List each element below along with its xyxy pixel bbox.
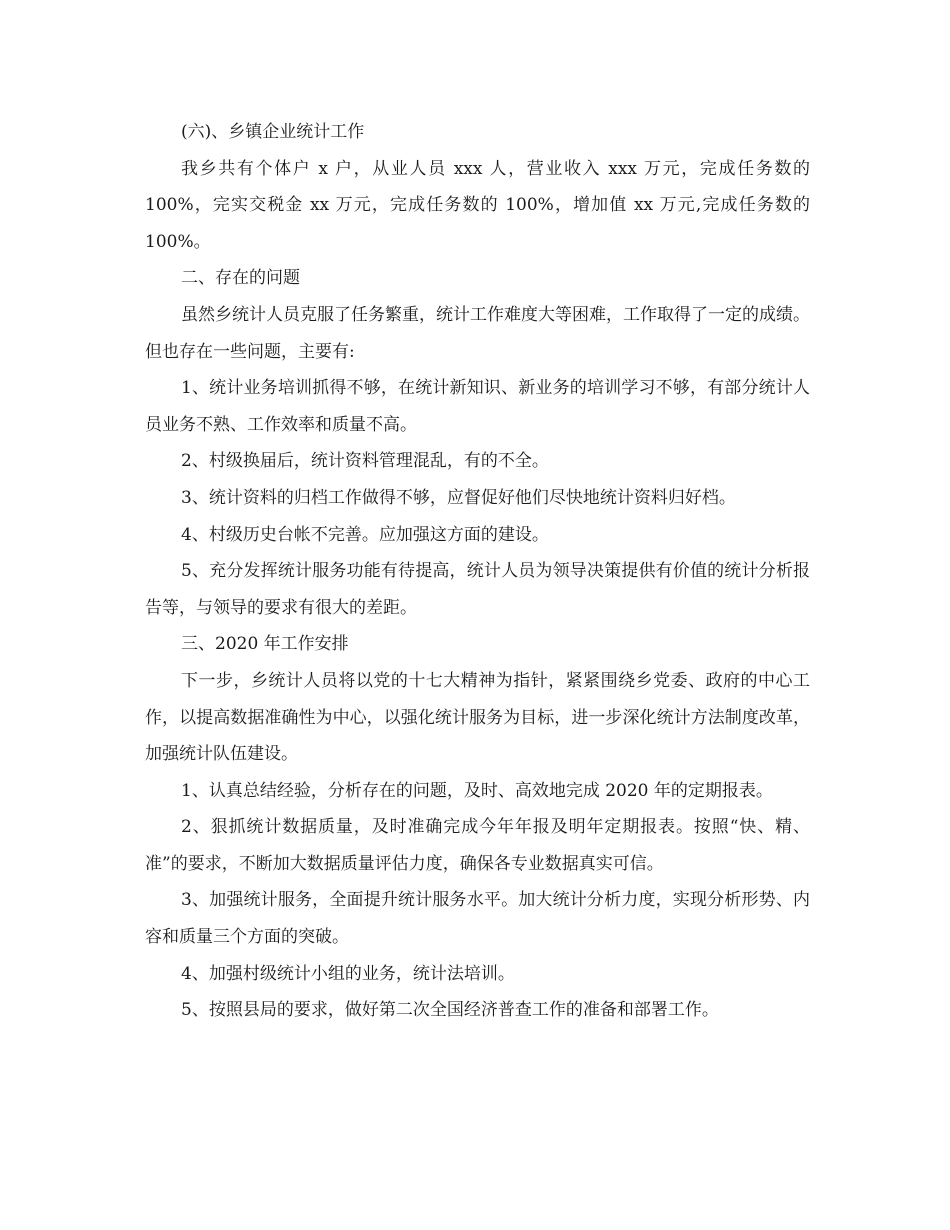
section-heading-problems: 二、存在的问题 (181, 268, 300, 289)
paragraph-work-plan-intro: 下一步，乡统计人员将以党的十七大精神为指针，紧紧围绕乡党委、政府的中心工作，以提高数据准确性为中心，以强化统计服务为目标，进一步深化统计方法制度改革，加强统计队伍建设。 (145, 670, 810, 765)
section-heading-work-plan: 三、2020 年工作安排 (181, 634, 349, 655)
paragraph-problems-intro: 虽然乡统计人员克服了任务繁重，统计工作难度大等困难，工作取得了一定的成绩。但也存在一些问题，主要有: (145, 304, 810, 362)
list-item-problem-4: 4、村级历史台帐不完善。应加强这方面的建设。 (181, 524, 549, 545)
list-item-problem-5: 5、充分发挥统计服务功能有待提高，统计人员为领导决策提供有价值的统计分析报告等，与领导的要求有很大的差距。 (145, 561, 810, 618)
list-item-plan-2: 2、狠抓统计数据质量，及时准确完成今年年报及明年定期报表。按照“快、精、准”的要求，不断加大数据质量评估力度，确保各专业数据真实可信。 (145, 817, 810, 874)
list-item-problem-1: 1、统计业务培训抓得不够，在统计新知识、新业务的培训学习不够，有部分统计人员业务不熟、工作效率和质量不高。 (145, 378, 810, 435)
list-item-plan-5: 5、按照县局的要求，做好第二次全国经济普查工作的准备和部署工作。 (181, 1000, 719, 1021)
list-item-plan-3: 3、加强统计服务，全面提升统计服务水平。加大统计分析力度，实现分析形势、内容和质量三个方面的突破。 (145, 890, 810, 948)
section-heading-township-enterprises: (六)、乡镇企业统计工作 (181, 122, 365, 142)
list-item-problem-2: 2、村级换届后，统计资料管理混乱，有的不全。 (181, 451, 549, 472)
paragraph-enterprise-stats: 我乡共有个体户 x 户，从业人员 xxx 人，营业收入 xxx 万元，完成任务数的 100%，完实交税金 xx 万元，完成任务数的 100%，增加值 xx 万元,完成任务数的 100%。 (145, 158, 810, 252)
list-item-problem-3: 3、统计资料的归档工作做得不够，应督促好他们尽快地统计资料归好档。 (181, 487, 736, 508)
document-page (145, 114, 810, 1029)
list-item-plan-1: 1、认真总结经验，分析存在的问题，及时、高效地完成 2020 年的定期报表。 (181, 780, 773, 801)
list-item-plan-4: 4、加强村级统计小组的业务，统计法培训。 (181, 963, 515, 984)
